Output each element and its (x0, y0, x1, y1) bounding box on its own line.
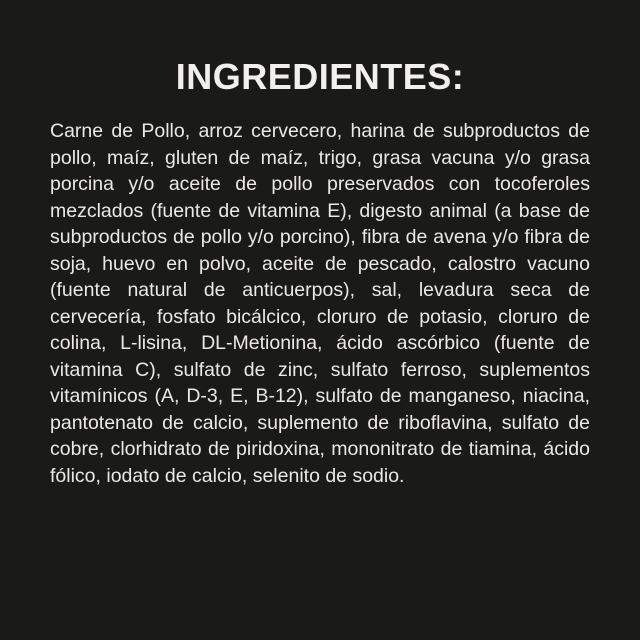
ingredients-list-text: Carne de Pollo, arroz cervecero, harina de subproductos de pollo, maíz, gluten de maíz, trigo, grasa vacuna y/o grasa porcina y/o aceite de pollo preservados con tocoferoles mezclados (fuente de vitamina E), digesto animal (a base de subproductos de pollo y/o porcino), fibra de avena y/o fibra de soja, huevo en polvo, aceite de pescado, calostro vacuno (fuente natural de anticuerpos), sal, levadura seca de cervecería, fosfato bicálcico, cloruro de potasio, cloruro de colina, L-lisina, DL-Metionina, ácido ascórbico (fuente de vitamina C), sulfato de zinc, sulfato ferroso, suplementos vitamínicos (A, D-3, E, B-12), sulfato de manganeso, niacina, pantotenato de calcio, suplemento de riboflavina, sulfato de cobre, clorhidrato de piridoxina, mononitrato de tiamina, ácido fólico, iodato de calcio, selenito de sodio. (50, 120, 590, 487)
page-title: INGREDIENTES: (175, 56, 465, 97)
